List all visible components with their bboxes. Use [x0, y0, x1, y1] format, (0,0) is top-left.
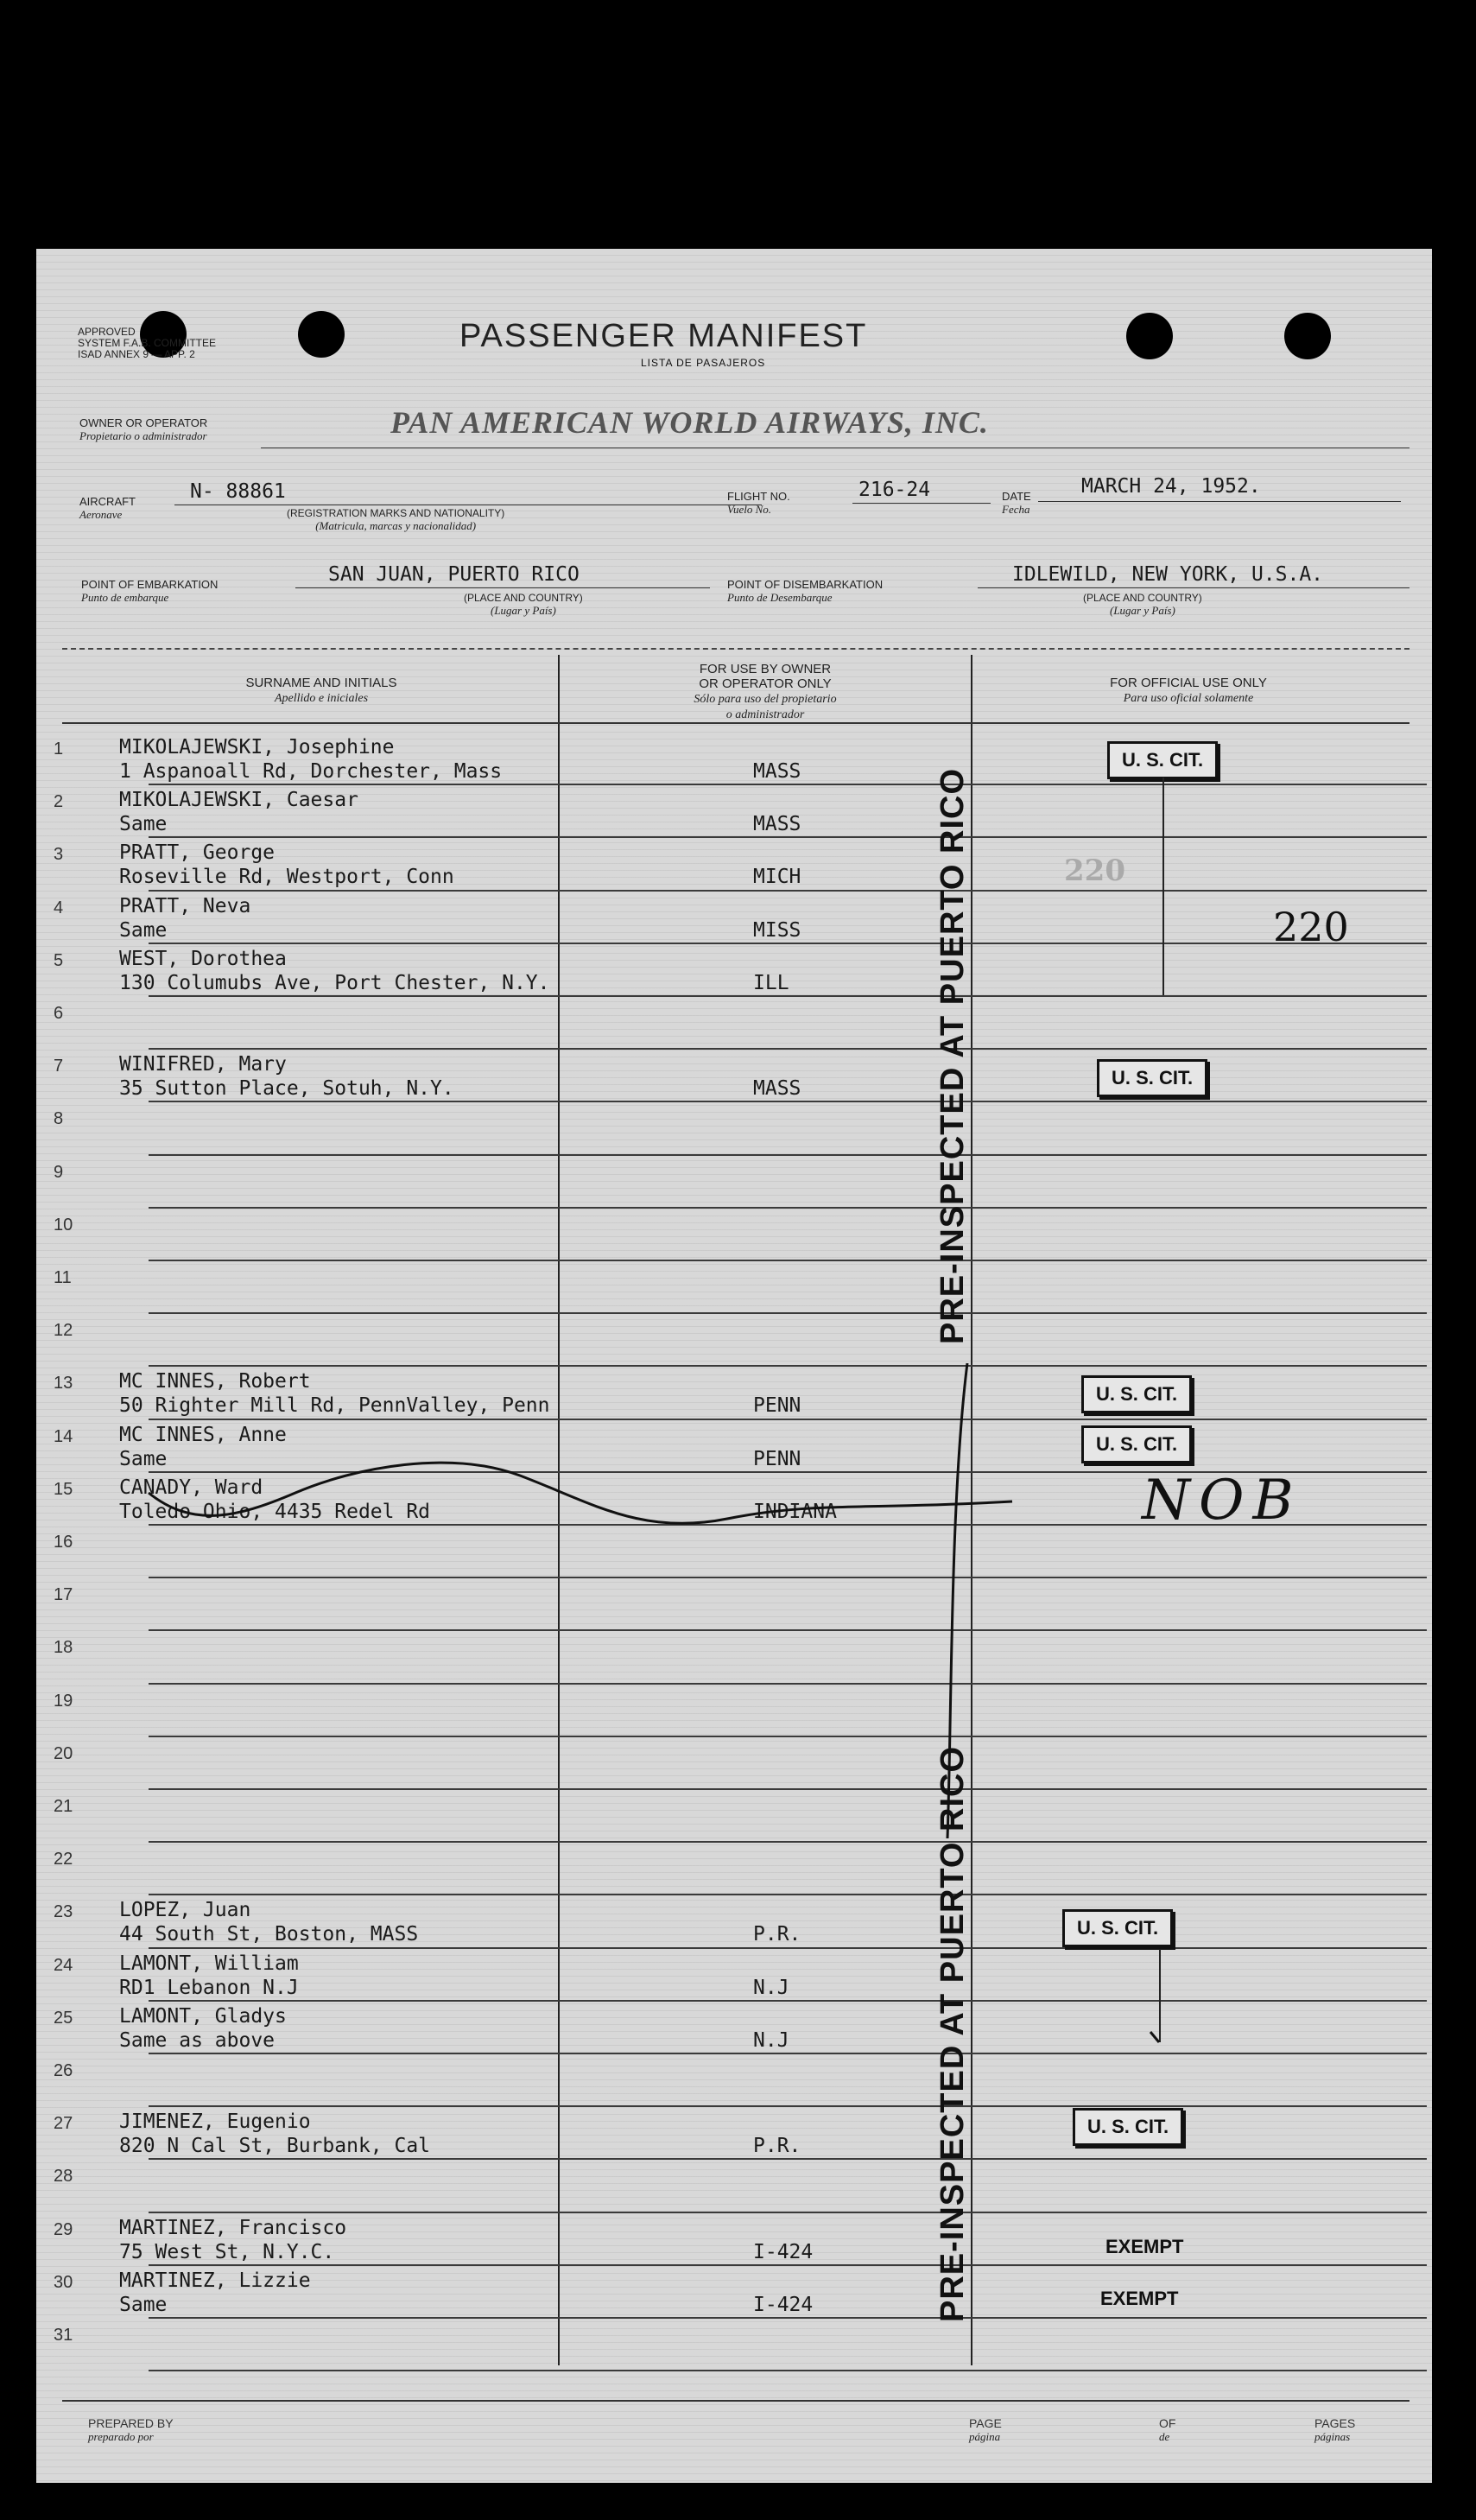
page-title: PASSENGER MANIFEST [459, 318, 868, 354]
passenger-name: JIMENEZ, Eugenio [119, 2111, 311, 2134]
row-number: 14 [54, 1426, 73, 1446]
row-number: 5 [54, 950, 64, 970]
row-number: 25 [54, 2008, 73, 2028]
us-cit-stamp: U. S. CIT. [1081, 1425, 1192, 1463]
passenger-name: MIKOLAJEWSKI, Josephine [119, 736, 395, 759]
row-number: 21 [54, 1797, 73, 1816]
of-label: OF [1159, 2416, 1176, 2430]
passenger-name: PRATT, Neva [119, 894, 251, 917]
row-number: 19 [54, 1691, 73, 1711]
passenger-state: MICH [753, 866, 801, 889]
row-number: 27 [54, 2114, 73, 2134]
passenger-name: MC INNES, Anne [119, 1423, 287, 1446]
passenger-name: WEST, Dorothea [119, 947, 287, 970]
of-label-es: de [1159, 2430, 1170, 2443]
passenger-state: P.R. [753, 1923, 801, 1946]
date-value: MARCH 24, 1952. [1081, 475, 1261, 498]
strike-through-line [149, 1463, 1012, 1523]
row-number: 18 [54, 1638, 73, 1658]
nob-annotation: NOB [1142, 1469, 1302, 1533]
disembark-label-es: Punto de Desembarque [727, 591, 833, 604]
row-number: 6 [54, 1004, 64, 1023]
owner-column-label-1: FOR USE BY OWNER [699, 662, 832, 676]
passenger-state: MASS [753, 1077, 801, 1101]
row-number: 12 [54, 1321, 73, 1341]
passenger-name: WINIFRED, Mary [119, 1053, 287, 1076]
passenger-address: Toledo Ohio, 4435 Redel Rd [119, 1500, 431, 1523]
aircraft-value: N- 88861 [190, 480, 286, 503]
flight-label: FLIGHT NO. [727, 490, 790, 503]
passenger-state: PENN [753, 1447, 801, 1470]
row-number: 9 [54, 1162, 64, 1182]
embark-place-label-es: (Lugar y País) [490, 604, 556, 617]
row-number: 20 [54, 1743, 73, 1763]
footer-rule [62, 2400, 1409, 2402]
passenger-state: MASS [753, 813, 801, 836]
passenger-state: I-424 [753, 2240, 814, 2263]
bracket-hook [1150, 2032, 1159, 2042]
row-number: 2 [54, 792, 64, 812]
passenger-name: MC INNES, Robert [119, 1370, 311, 1393]
passenger-address: 44 South St, Boston, MASS [119, 1923, 419, 1946]
passenger-state: ILL [753, 971, 789, 994]
page-label: PAGE [969, 2416, 1002, 2430]
row-number: 26 [54, 2061, 73, 2080]
embark-label: POINT OF EMBARKATION [81, 578, 219, 591]
official-column-label: FOR OFFICIAL USE ONLY [1110, 676, 1267, 690]
passenger-state: I-424 [753, 2293, 814, 2316]
us-cit-stamp: U. S. CIT. [1062, 1909, 1173, 1947]
owner-label: OWNER OR OPERATOR [79, 416, 208, 429]
us-cit-stamp: U. S. CIT. [1107, 741, 1218, 779]
us-cit-stamp: U. S. CIT. [1097, 1059, 1207, 1097]
preinspected-stamp: PRE-INSPECTED AT PUERTO RICO [934, 767, 971, 1344]
passenger-state: MASS [753, 760, 801, 783]
row-number: 24 [54, 1955, 73, 1975]
passenger-address: Same as above [119, 2028, 276, 2052]
passenger-state: INDIANA [753, 1500, 837, 1523]
row-number: 15 [54, 1479, 73, 1499]
row-number: 31 [54, 2326, 73, 2345]
row-number: 10 [54, 1215, 73, 1235]
owner-column-label-es-1: Sólo para uso del propietario [694, 693, 837, 706]
count-faded: 220 [1064, 854, 1125, 888]
embark-label-es: Punto de embarque [81, 591, 169, 604]
date-label: DATE [1002, 490, 1031, 503]
disembark-label: POINT OF DISEMBARKATION [727, 578, 884, 591]
passenger-name: CANADY, Ward [119, 1476, 263, 1499]
row-number: 8 [54, 1109, 64, 1129]
manifest-sheet [36, 249, 1432, 2483]
passenger-count: 220 [1273, 904, 1349, 950]
passenger-address: 50 Righter Mill Rd, PennValley, Penn [119, 1394, 550, 1418]
flight-value: 216-24 [858, 479, 931, 501]
approved-line: APPROVED [78, 326, 136, 338]
passenger-name: LAMONT, Gladys [119, 2004, 287, 2028]
page-label-es: página [969, 2430, 1001, 2443]
passenger-name: MARTINEZ, Francisco [119, 2216, 347, 2239]
exempt-stamp: EXEMPT [1100, 2288, 1179, 2309]
page-subtitle: LISTA DE PASAJEROS [641, 357, 766, 369]
disembark-place-label-es: (Lugar y País) [1109, 604, 1175, 617]
approved-line: ISAD ANNEX 9 — APP. 2 [78, 348, 195, 360]
row-number: 22 [54, 1850, 73, 1869]
passenger-name: MARTINEZ, Lizzie [119, 2269, 311, 2292]
exempt-stamp: EXEMPT [1105, 2236, 1184, 2257]
aircraft-label: AIRCRAFT [79, 495, 136, 508]
row-number: 30 [54, 2272, 73, 2292]
prepared-label: PREPARED BY [88, 2416, 174, 2430]
row-number: 1 [54, 739, 64, 759]
name-column-label-es: Apellido e iniciales [274, 692, 369, 705]
owner-label-es: Propietario o administrador [79, 429, 207, 442]
passenger-name: PRATT, George [119, 841, 276, 865]
owner-column-label-es-2: o administrador [725, 708, 805, 721]
company-name: PAN AMERICAN WORLD AIRWAYS, INC. [390, 405, 989, 440]
registration-label: (REGISTRATION MARKS AND NATIONALITY) [287, 507, 505, 519]
passenger-address: 35 Sutton Place, Sotuh, N.Y. [119, 1077, 454, 1101]
passenger-state: PENN [753, 1394, 801, 1418]
page-of-block [1159, 2417, 1175, 2444]
disembark-value: IDLEWILD, NEW YORK, U.S.A. [1012, 563, 1324, 586]
handwritten-marks [36, 249, 1432, 2483]
passenger-address: Roseville Rd, Westport, Conn [119, 866, 454, 889]
passenger-address: RD1 Lebanon N.J [119, 1976, 299, 1999]
approved-line: SYSTEM F.A.B. COMMITTEE [78, 337, 217, 349]
passenger-state: N.J [753, 1976, 789, 1999]
passenger-address: 130 Columubs Ave, Port Chester, N.Y. [119, 971, 550, 994]
passenger-address: Same [119, 813, 168, 836]
row-number: 7 [54, 1057, 64, 1076]
passenger-state: MISS [753, 918, 801, 942]
row-number: 11 [54, 1268, 72, 1287]
name-column-label: SURNAME AND INITIALS [245, 676, 397, 690]
row-number: 17 [54, 1585, 73, 1605]
registration-label-es: (Matricula, marcas y nacionalidad) [315, 519, 477, 532]
row-number: 29 [54, 2219, 73, 2239]
passenger-state: P.R. [753, 2135, 801, 2158]
passenger-address: Same [119, 2293, 168, 2316]
passenger-name: LOPEZ, Juan [119, 1899, 251, 1922]
prepared-by-block [88, 2417, 174, 2444]
passenger-address: 820 N Cal St, Burbank, Cal [119, 2135, 431, 2158]
flight-label-es: Vuelo No. [727, 503, 772, 516]
row-number: 28 [54, 2167, 73, 2187]
pages-label-es: páginas [1314, 2430, 1351, 2443]
official-column-label-es: Para uso oficial solamente [1123, 692, 1254, 705]
passenger-address: Same [119, 1447, 168, 1470]
embark-place-label: (PLACE AND COUNTRY) [464, 592, 583, 604]
preinspected-stamp: PRE-INSPECTED AT PUERTO RICO [934, 1745, 971, 2322]
aircraft-label-es: Aeronave [79, 508, 123, 521]
row-number: 16 [54, 1533, 73, 1552]
passenger-address: Same [119, 918, 168, 942]
pages-total-block [1314, 2417, 1355, 2444]
passenger-name: MIKOLAJEWSKI, Caesar [119, 789, 358, 812]
passenger-address: 75 West St, N.Y.C. [119, 2240, 335, 2263]
prepared-label-es: preparado por [88, 2430, 154, 2443]
connector-curve [947, 1363, 967, 1838]
passenger-state: N.J [753, 2028, 789, 2052]
passenger-address: 1 Aspanoall Rd, Dorchester, Mass [119, 760, 503, 783]
date-label-es: Fecha [1002, 503, 1030, 516]
row-number: 13 [54, 1374, 73, 1393]
owner-column-label-2: OR OPERATOR ONLY [699, 676, 832, 691]
embark-value: SAN JUAN, PUERTO RICO [328, 563, 580, 586]
row-number: 23 [54, 1902, 73, 1922]
pages-label: PAGES [1314, 2416, 1356, 2430]
disembark-place-label: (PLACE AND COUNTRY) [1083, 592, 1202, 604]
us-cit-stamp: U. S. CIT. [1073, 2108, 1183, 2146]
page-number-block [969, 2417, 1002, 2444]
us-cit-stamp: U. S. CIT. [1081, 1375, 1192, 1413]
passenger-name: LAMONT, William [119, 1952, 299, 1975]
row-number: 3 [54, 845, 64, 865]
row-number: 4 [54, 898, 64, 917]
